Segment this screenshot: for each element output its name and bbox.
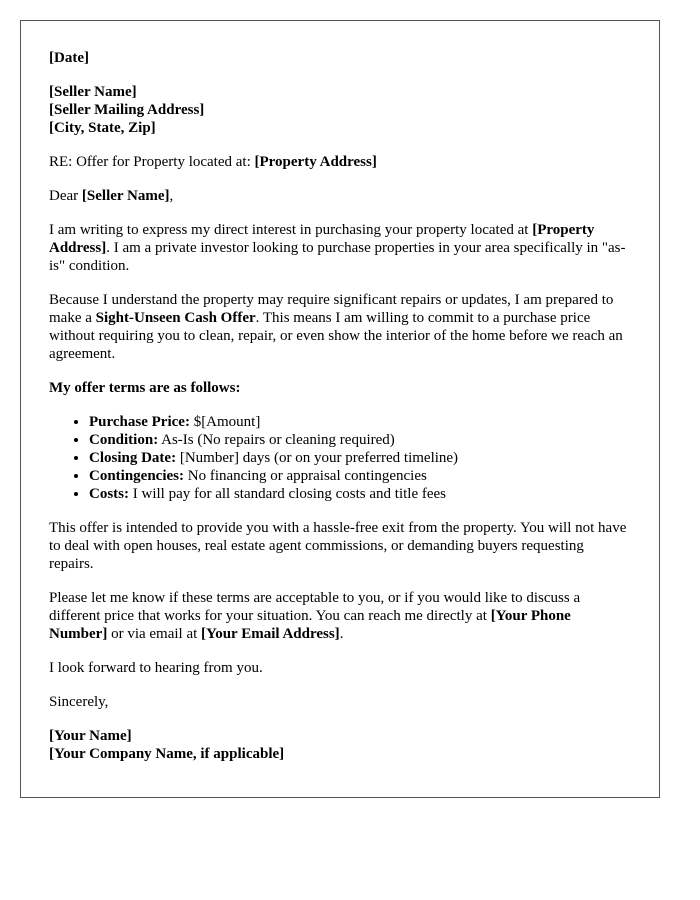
email-address: [Your Email Address] (201, 626, 340, 642)
term-purchase-price: • Purchase Price: $[Amount] (89, 413, 631, 431)
recipient-name: [Seller Name] (49, 84, 137, 100)
recipient-address: [Seller Mailing Address] (49, 102, 205, 118)
salutation-name: [Seller Name] (81, 188, 170, 204)
recipient-block (49, 83, 631, 137)
paragraph-hassle-free: This offer is intended to provide you with a hassle-free exit from the property. You will not have to deal with open houses, real estate agent commissions, or demanding buyers requesting repairs. (49, 520, 627, 572)
letter-page (20, 20, 660, 798)
terms-heading: My offer terms are as follows: (49, 380, 241, 396)
phone-number: [Your Phone Number] (49, 608, 571, 642)
term-condition: • Condition: As-Is (No repairs or cleaning required) (89, 431, 631, 449)
salutation: Dear [Seller Name], (49, 188, 174, 204)
paragraph-closing-remark: I look forward to hearing from you. (49, 660, 263, 676)
term-contingencies: • Contingencies: No financing or appraisal contingencies (89, 467, 631, 485)
subject-address: [Property Address] (254, 154, 377, 170)
term-costs: • Costs: I will pay for all standard closing costs and title fees (89, 485, 631, 503)
recipient-city-state-zip: [City, State, Zip] (49, 120, 156, 136)
subject-line: RE: Offer for Property located at: [Property Address] (49, 154, 377, 170)
date-line: [Date] (49, 50, 89, 66)
closing-line: Sincerely, (49, 694, 109, 710)
signature-company: [Your Company Name, if applicable] (49, 746, 285, 762)
signature-name: [Your Name] (49, 728, 132, 744)
offer-type: Sight-Unseen Cash Offer (95, 310, 256, 326)
term-closing-date: • Closing Date: [Number] days (or on your preferred timeline) (89, 449, 631, 467)
paragraph-contact: Please let me know if these terms are acceptable to you, or if you would like to discuss a different price that works for your situation. You can reach me directly at [Your Phone Number] or via email at [Your Email Address]. (49, 590, 581, 642)
signature-block (49, 727, 631, 763)
property-address: [Property Address] (49, 222, 595, 256)
terms-list (49, 413, 631, 503)
paragraph-offer: Because I understand the property may require significant repairs or updates, I am prepared to make a Sight-Unseen Cash Offer. This means I am willing to commit to a purchase price without requiring you to clean, repair, or even show the interior of the home before we reach an agreement. (49, 292, 623, 362)
paragraph-interest: I am writing to express my direct interest in purchasing your property located at [Property Address]. I am a private investor looking to purchase properties in your area specifically in "as-is" condition. (49, 222, 626, 274)
